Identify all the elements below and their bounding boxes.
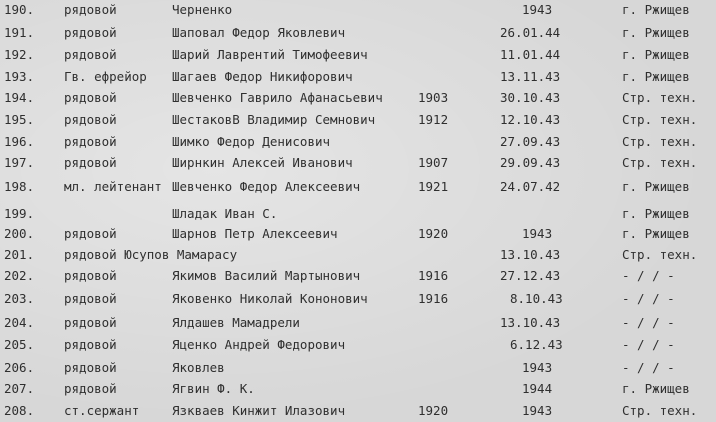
row-birth-year: 1903: [418, 90, 449, 105]
row-name: Якимов Василий Мартынович: [172, 268, 361, 283]
row-rank: рядовой Юсупов Мамарасу: [64, 247, 238, 262]
row-date: 13.11.43: [500, 69, 561, 84]
row-rank: рядовой: [64, 360, 117, 375]
row-date: 12.10.43: [500, 112, 561, 127]
list-row: [0, 132, 716, 152]
row-number: 198.: [4, 179, 35, 194]
row-number: 194.: [4, 90, 35, 105]
row-date: 27.09.43: [500, 134, 561, 149]
list-row: [0, 110, 716, 130]
row-name: Ялдашев Мамадрели: [172, 315, 300, 330]
row-date: 13.10.43: [500, 315, 561, 330]
row-burial-place: г. Ржищев: [622, 206, 690, 221]
row-burial-place: Стр. техн.: [622, 247, 698, 262]
row-name: Шевченко Гаврило Афанасьевич: [172, 90, 383, 105]
row-burial-place: г. Ржищев: [622, 226, 690, 241]
list-row: [0, 401, 716, 421]
row-rank: рядовой: [64, 134, 117, 149]
row-number: 190.: [4, 2, 35, 17]
row-rank: ст.сержант: [64, 403, 140, 418]
row-burial-place: г. Ржищев: [622, 179, 690, 194]
row-burial-place: - / / -: [622, 360, 675, 375]
row-number: 205.: [4, 337, 35, 352]
list-row: [0, 313, 716, 333]
row-number: 204.: [4, 315, 35, 330]
row-number: 193.: [4, 69, 35, 84]
row-name: Ягвин Ф. К.: [172, 381, 255, 396]
row-rank: рядовой: [64, 337, 117, 352]
row-rank: рядовой: [64, 25, 117, 40]
row-date: 11.01.44: [500, 47, 561, 62]
row-number: 208.: [4, 403, 35, 418]
row-birth-year: 1912: [418, 112, 449, 127]
row-name: ШестаковВ Владимир Семнович: [172, 112, 376, 127]
row-burial-place: г. Ржищев: [622, 25, 690, 40]
row-birth-year: 1920: [418, 226, 449, 241]
row-name: Шарий Лаврентий Тимофеевич: [172, 47, 368, 62]
row-burial-place: г. Ржищев: [622, 2, 690, 17]
row-burial-place: Стр. техн.: [622, 155, 698, 170]
list-row: [0, 88, 716, 108]
row-rank: рядовой: [64, 155, 117, 170]
row-birth-year: 1907: [418, 155, 449, 170]
row-date: 1944: [522, 381, 553, 396]
row-rank: рядовой: [64, 90, 117, 105]
row-rank: рядовой: [64, 268, 117, 283]
row-rank: рядовой: [64, 2, 117, 17]
row-number: 200.: [4, 226, 35, 241]
row-rank: рядовой: [64, 381, 117, 396]
list-row: [0, 379, 716, 399]
row-date: 1943: [522, 2, 553, 17]
list-row: [0, 224, 716, 244]
row-number: 195.: [4, 112, 35, 127]
row-rank: мл. лейтенант: [64, 179, 162, 194]
row-rank: Гв. ефрейор: [64, 69, 147, 84]
row-burial-place: г. Ржищев: [622, 381, 690, 396]
row-birth-year: 1921: [418, 179, 449, 194]
list-row: [0, 0, 716, 20]
row-burial-place: - / / -: [622, 337, 675, 352]
row-burial-place: Стр. техн.: [622, 403, 698, 418]
row-burial-place: Стр. техн.: [622, 112, 698, 127]
row-birth-year: 1916: [418, 268, 449, 283]
list-row: [0, 358, 716, 378]
row-name: Шевченко Федор Алексеевич: [172, 179, 361, 194]
row-date: 24.07.42: [500, 179, 561, 194]
list-row: [0, 289, 716, 309]
row-burial-place: - / / -: [622, 291, 675, 306]
row-burial-place: г. Ржищев: [622, 47, 690, 62]
list-row: [0, 245, 716, 265]
row-date: 8.10.43: [510, 291, 563, 306]
row-date: 6.12.43: [510, 337, 563, 352]
row-name: Яценко Андрей Федорович: [172, 337, 346, 352]
row-date: 1943: [522, 403, 553, 418]
row-date: 27.12.43: [500, 268, 561, 283]
row-name: Шимко Федор Денисович: [172, 134, 331, 149]
row-rank: рядовой: [64, 315, 117, 330]
row-birth-year: 1916: [418, 291, 449, 306]
row-number: 203.: [4, 291, 35, 306]
list-row: [0, 266, 716, 286]
row-number: 207.: [4, 381, 35, 396]
row-number: 191.: [4, 25, 35, 40]
row-rank: рядовой: [64, 226, 117, 241]
list-row: [0, 23, 716, 43]
row-date: 26.01.44: [500, 25, 561, 40]
row-birth-year: 1920: [418, 403, 449, 418]
row-rank: рядовой: [64, 47, 117, 62]
row-name: Язкваев Кинжит Илазович: [172, 403, 346, 418]
row-name: Шарнов Петр Алексеевич: [172, 226, 338, 241]
row-name: Яковлев: [172, 360, 225, 375]
row-date: 1943: [522, 226, 553, 241]
row-name: Черненко: [172, 2, 233, 17]
row-burial-place: г. Ржищев: [622, 69, 690, 84]
row-rank: рядовой: [64, 291, 117, 306]
row-name: Яковенко Николай Кононович: [172, 291, 368, 306]
row-name: Шагаев Федор Никифорович: [172, 69, 353, 84]
row-number: 206.: [4, 360, 35, 375]
row-name: Шладак Иван С.: [172, 206, 278, 221]
list-row: [0, 67, 716, 87]
list-row: [0, 177, 716, 197]
row-number: 201.: [4, 247, 35, 262]
row-name: Ширнкин Алексей Иванович: [172, 155, 353, 170]
row-number: 202.: [4, 268, 35, 283]
row-rank: рядовой: [64, 112, 117, 127]
list-row: [0, 335, 716, 355]
list-row: [0, 45, 716, 65]
list-row: [0, 204, 716, 224]
row-date: 29.09.43: [500, 155, 561, 170]
row-number: 199.: [4, 206, 35, 221]
row-date: 30.10.43: [500, 90, 561, 105]
row-burial-place: Стр. техн.: [622, 134, 698, 149]
list-row: [0, 153, 716, 173]
row-burial-place: Стр. техн.: [622, 90, 698, 105]
row-number: 192.: [4, 47, 35, 62]
row-name: Шаповал Федор Яковлевич: [172, 25, 346, 40]
row-burial-place: - / / -: [622, 268, 675, 283]
row-date: 13.10.43: [500, 247, 561, 262]
row-burial-place: - / / -: [622, 315, 675, 330]
row-date: 1943: [522, 360, 553, 375]
row-number: 197.: [4, 155, 35, 170]
row-number: 196.: [4, 134, 35, 149]
